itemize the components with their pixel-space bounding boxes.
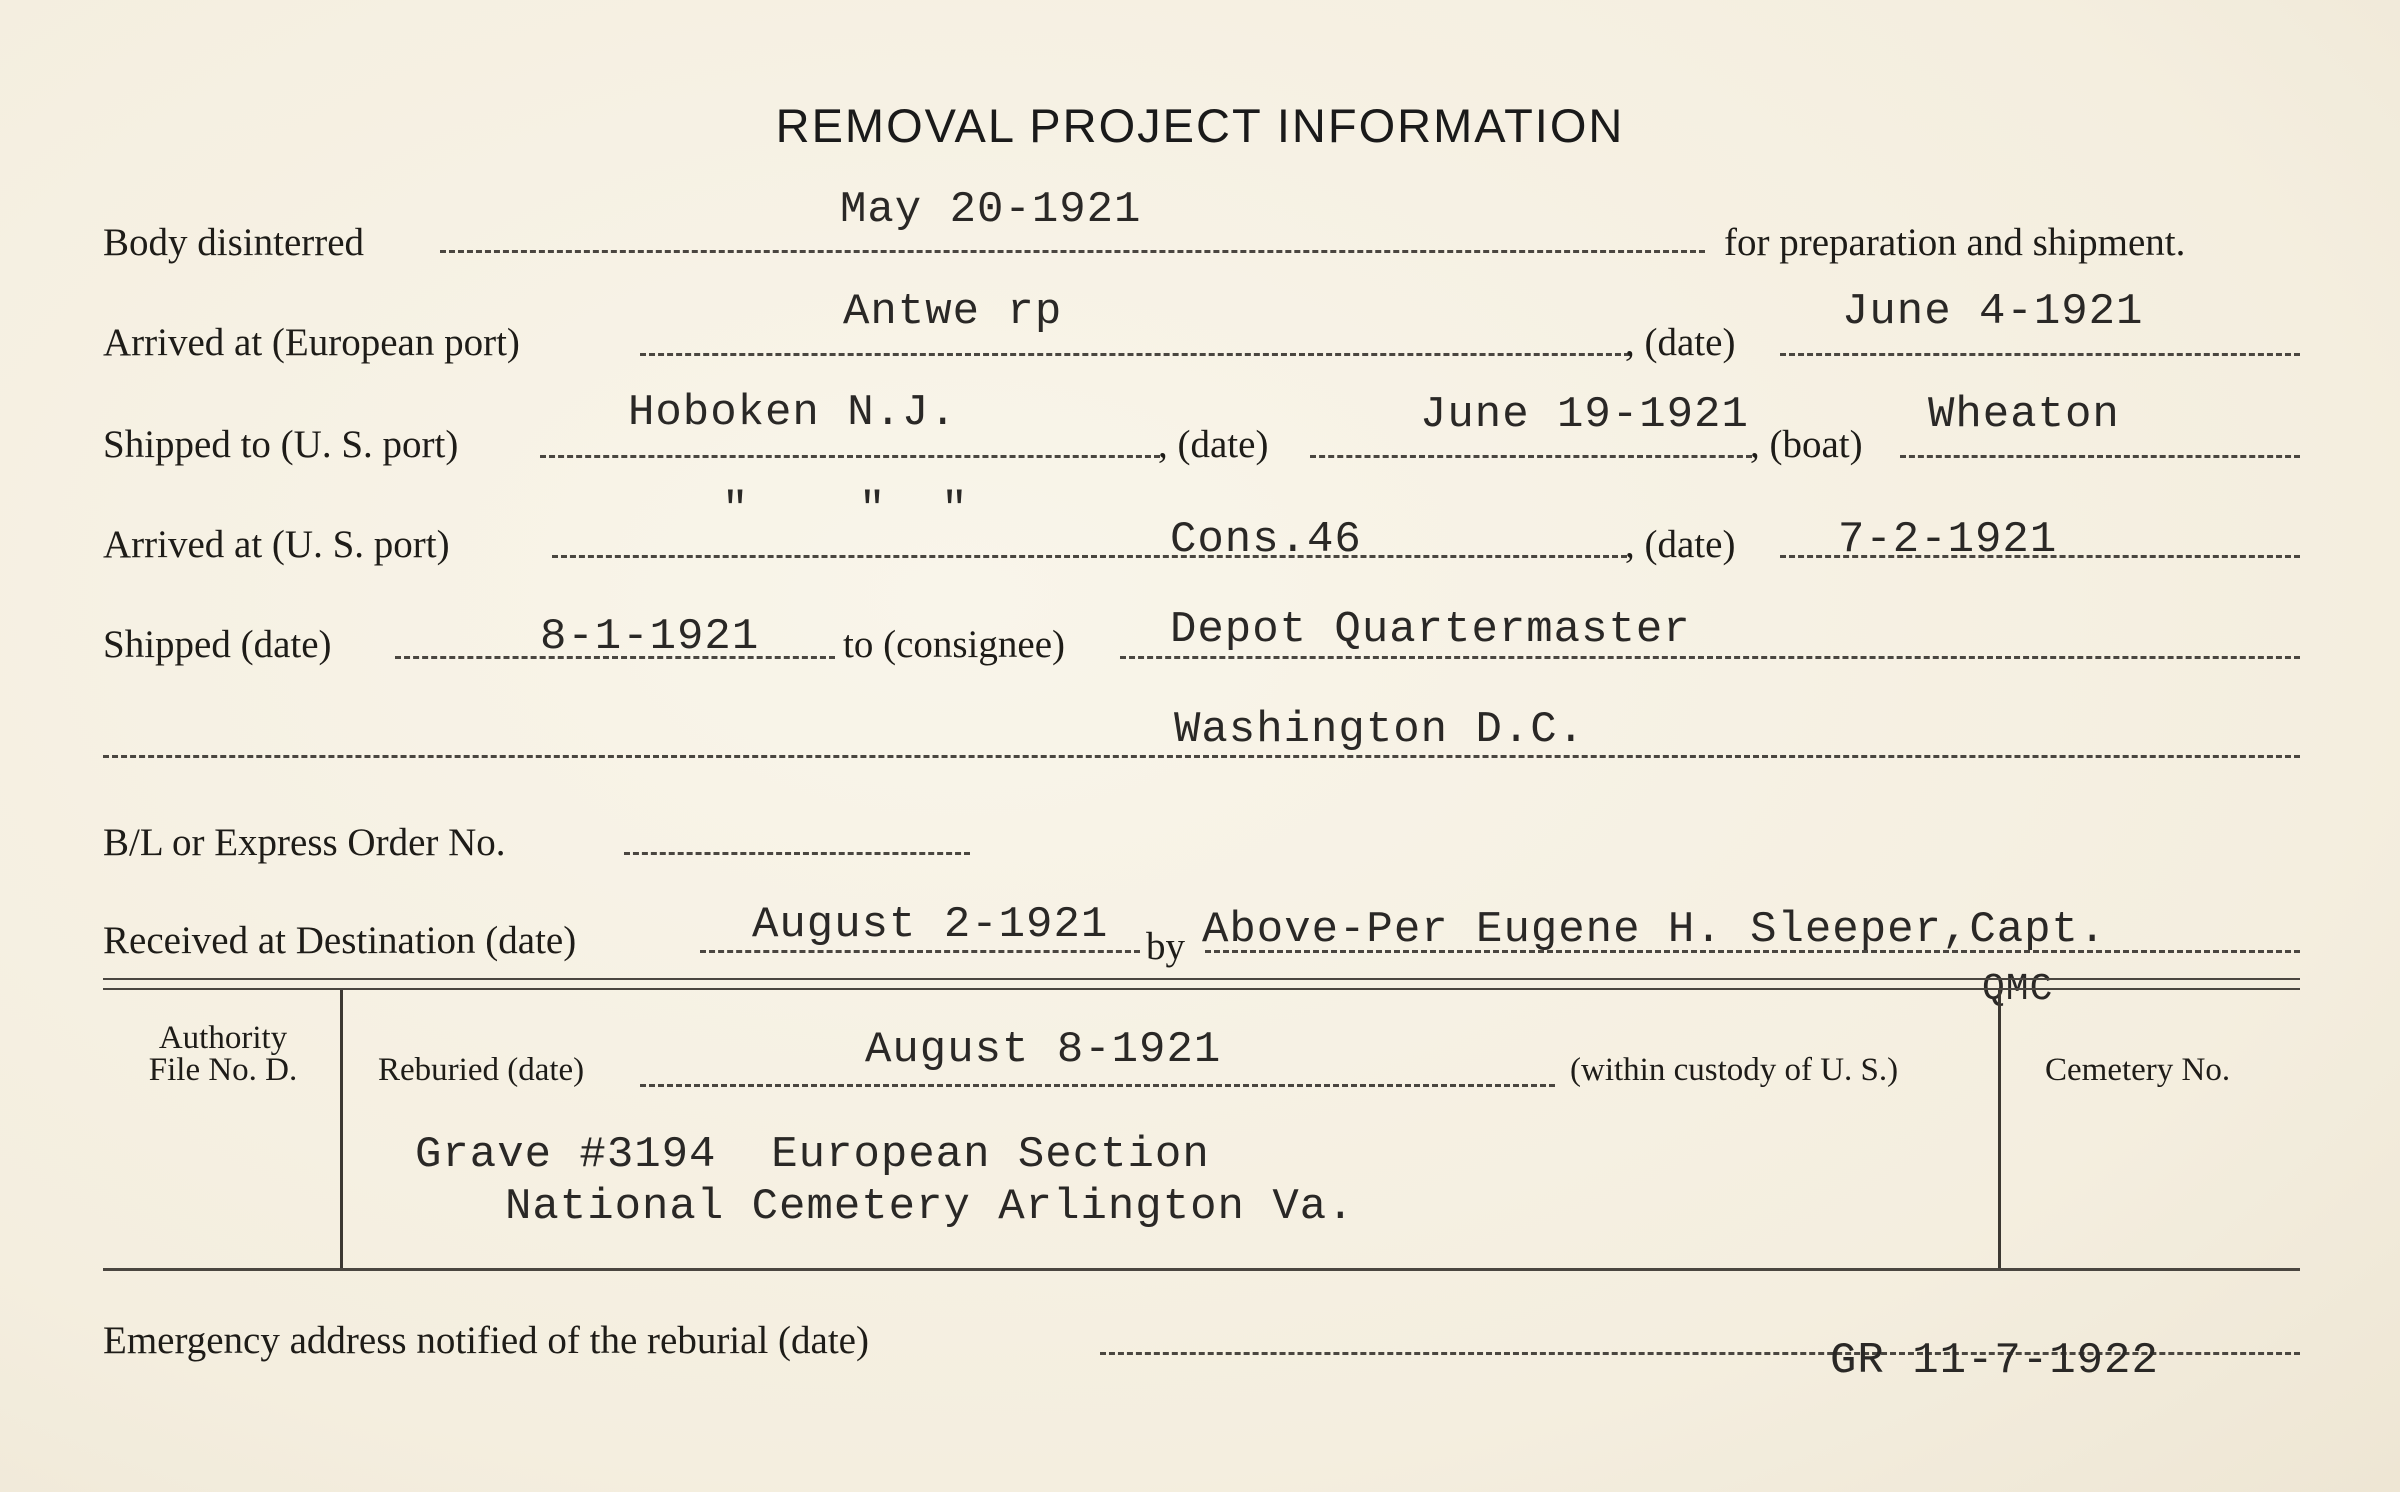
value-received-by-title: QMC — [1982, 968, 2054, 1011]
column-divider-left — [340, 990, 343, 1268]
column-divider-right — [1998, 990, 2001, 1268]
value-us-port: Hoboken N.J. — [628, 388, 957, 438]
card-title: REMOVAL PROJECT INFORMATION — [775, 99, 1625, 152]
label-shipped-date: Shipped (date) — [103, 623, 332, 666]
label-reburied-date: Reburied (date) — [378, 1052, 585, 1088]
value-grave-line2: National Cemetery Arlington Va. — [505, 1182, 1355, 1232]
label-for-preparation: for preparation and shipment. — [1724, 221, 2186, 264]
field-line-boat — [1900, 455, 2300, 458]
value-european-port: Antwe rp — [843, 287, 1063, 337]
field-line-received-date — [700, 950, 1140, 953]
field-line-us-ship-date — [1310, 455, 1752, 458]
field-line-consignee-continued — [103, 755, 2300, 758]
value-grave-line1: Grave #3194 European Section — [415, 1130, 1210, 1180]
label-authority — [118, 1022, 328, 1086]
value-received-date: August 2-1921 — [752, 900, 1109, 950]
section-divider — [103, 978, 2300, 990]
label-bl-order: B/L or Express Order No. — [103, 821, 506, 864]
label-arrived-us-date: , (date) — [1625, 523, 1736, 566]
label-arrived-us: Arrived at (U. S. port) — [103, 523, 450, 566]
value-ditto-marks: " " " — [722, 485, 969, 535]
field-line-us-port — [540, 455, 1160, 458]
label-boat: , (boat) — [1750, 423, 1863, 466]
field-line-disinterred — [440, 250, 1705, 253]
label-arrived-european: Arrived at (European port) — [103, 321, 520, 364]
label-european-date: , (date) — [1625, 321, 1736, 364]
field-line-european-date — [1780, 353, 2300, 356]
label-cemetery-no: Cemetery No. — [2045, 1052, 2231, 1088]
label-emergency-address: Emergency address notified of the reburial (date) — [103, 1319, 869, 1362]
label-shipped-to-us: Shipped to (U. S. port) — [103, 423, 459, 466]
table-bottom-rule — [103, 1268, 2300, 1271]
value-arrived-us-date: 7-2-1921 — [1838, 515, 2058, 565]
label-by: by — [1146, 925, 1185, 968]
value-consignee-line2: Washington D.C. — [1174, 705, 1586, 755]
field-line-reburied-date — [640, 1084, 1555, 1087]
field-line-arrived-us — [552, 555, 1627, 558]
label-authority-line1: Authority — [158, 1020, 288, 1056]
label-us-ship-date: , (date) — [1158, 423, 1269, 466]
value-received-by: Above-Per Eugene H. Sleeper,Capt. — [1202, 905, 2107, 955]
value-disinterred-date: May 20-1921 — [840, 185, 1142, 235]
field-line-european-port — [640, 353, 1630, 356]
value-reburied-date: August 8-1921 — [865, 1025, 1222, 1075]
value-european-arrival-date: June 4-1921 — [1842, 287, 2144, 337]
label-body-disinterred: Body disinterred — [103, 221, 365, 264]
value-shipped-date: 8-1-1921 — [540, 612, 760, 662]
label-authority-line2: File No. D. — [148, 1052, 298, 1088]
label-received-destination: Received at Destination (date) — [103, 919, 577, 962]
value-emergency-date: GR 11-7-1922 — [1830, 1336, 2159, 1386]
label-within-custody: (within custody of U. S.) — [1570, 1052, 1899, 1088]
value-arrived-us-extra: Cons.46 — [1170, 515, 1362, 565]
field-line-bl-order — [624, 852, 970, 855]
label-to-consignee: to (consignee) — [843, 623, 1066, 666]
value-consignee-line1: Depot Quartermaster — [1170, 605, 1691, 655]
value-boat: Wheaton — [1928, 390, 2120, 440]
value-us-ship-date: June 19-1921 — [1420, 390, 1749, 440]
field-line-consignee — [1120, 656, 2300, 659]
